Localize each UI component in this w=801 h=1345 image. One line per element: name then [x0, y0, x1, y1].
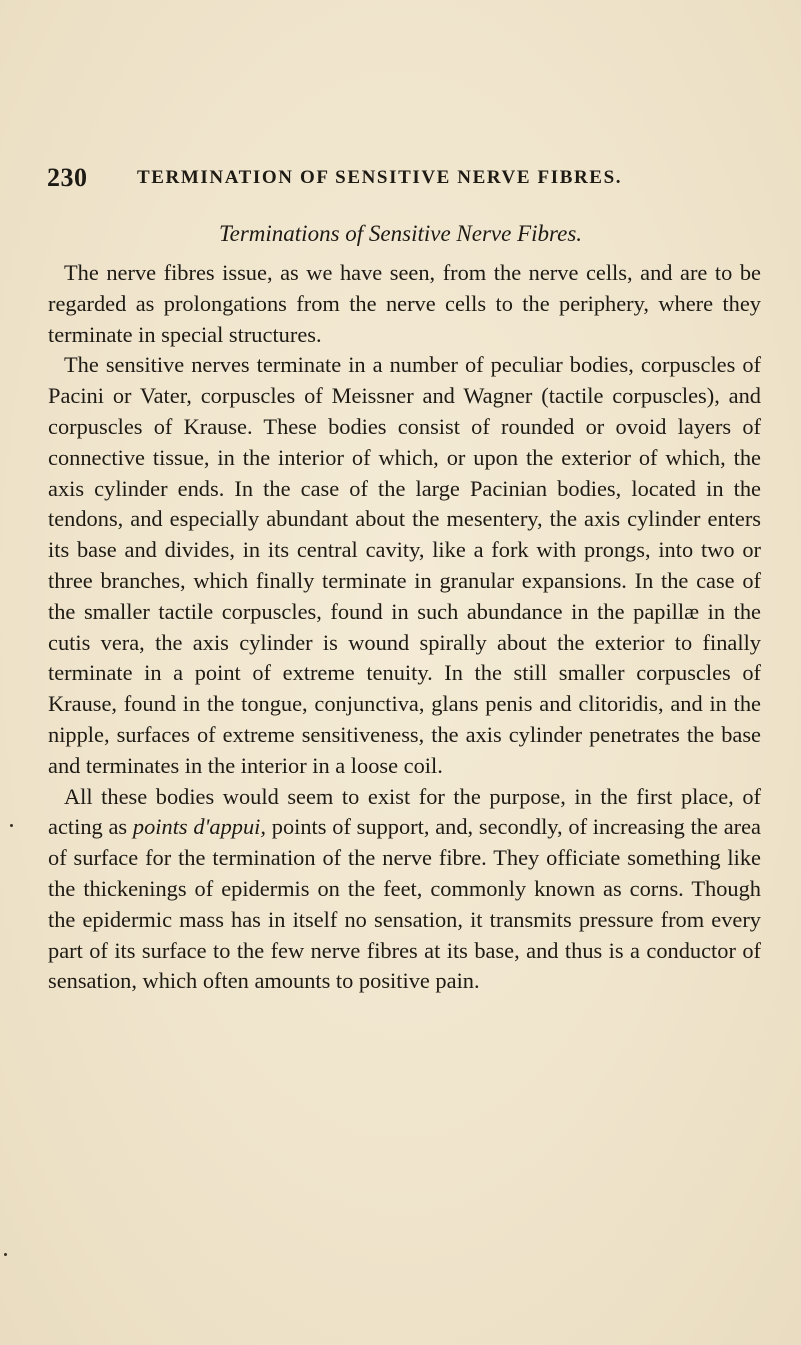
margin-speck: [10, 824, 13, 827]
paragraph-2: The sensitive nerves terminate in a number of peculiar bodies, corpuscles of Pacini or Vater, corpuscles of Meissner and Wagner (tactile corpuscles), and corpuscles of Krause. These bodies consist of rounded or ovoid layers of connective tissue, in the interior of which, or upon the exterior of which, the axis cylinder ends. In the case of the large Pacinian bodies, located in the tendons, and especially abundant about the mesentery, the axis cylinder enters its base and divides, in its central cavity, like a fork with prongs, into two or three branches, which finally terminate in granular expansions. In the case of the smaller tactile corpuscles, found in such abundance in the papillæ in the cutis vera, the axis cylinder is wound spirally about the exterior to finally terminate in a point of extreme tenuity. In the still smaller corpuscles of Krause, found in the tongue, conjunctiva, glans penis and clitoridis, and in the nipple, surfaces of extreme sensitiveness, the axis cylinder penetrates the base and terminates in the interior in a loose coil.: [48, 352, 761, 778]
paragraph-3: [48, 782, 761, 998]
body-text: [48, 258, 761, 997]
section-title: Terminations of Sensitive Nerve Fibres.: [218, 221, 583, 246]
paragraph-3-text-end: points of support, and, secondly, of increasing the area of surface for the termination of the nerve fibre. They officiate something like the thickenings of epidermis on the feet, commonly known as corns. Though the epidermic mass has in itself no sensation, it transmits pressure from every part of its surface to the few nerve fibres at its base, and thus is a conductor of sensation, which often amounts to positive pain.: [48, 814, 761, 994]
paragraph-1: The nerve fibres issue, as we have seen, from the nerve cells, and are to be regarded as prolongations from the nerve cells to the periphery, where they terminate in special structures.: [48, 260, 761, 347]
page-number: 230: [47, 163, 88, 192]
running-head-title: TERMINATION OF SENSITIVE NERVE FIBRES.: [137, 167, 623, 188]
italic-term: points d'appui,: [132, 814, 266, 840]
paragraph-3-text-start: All these bodies would seem to exist for the purpose, in the first place, of acting as: [48, 783, 761, 840]
running-head: [47, 163, 767, 193]
margin-speck: [4, 1253, 7, 1256]
